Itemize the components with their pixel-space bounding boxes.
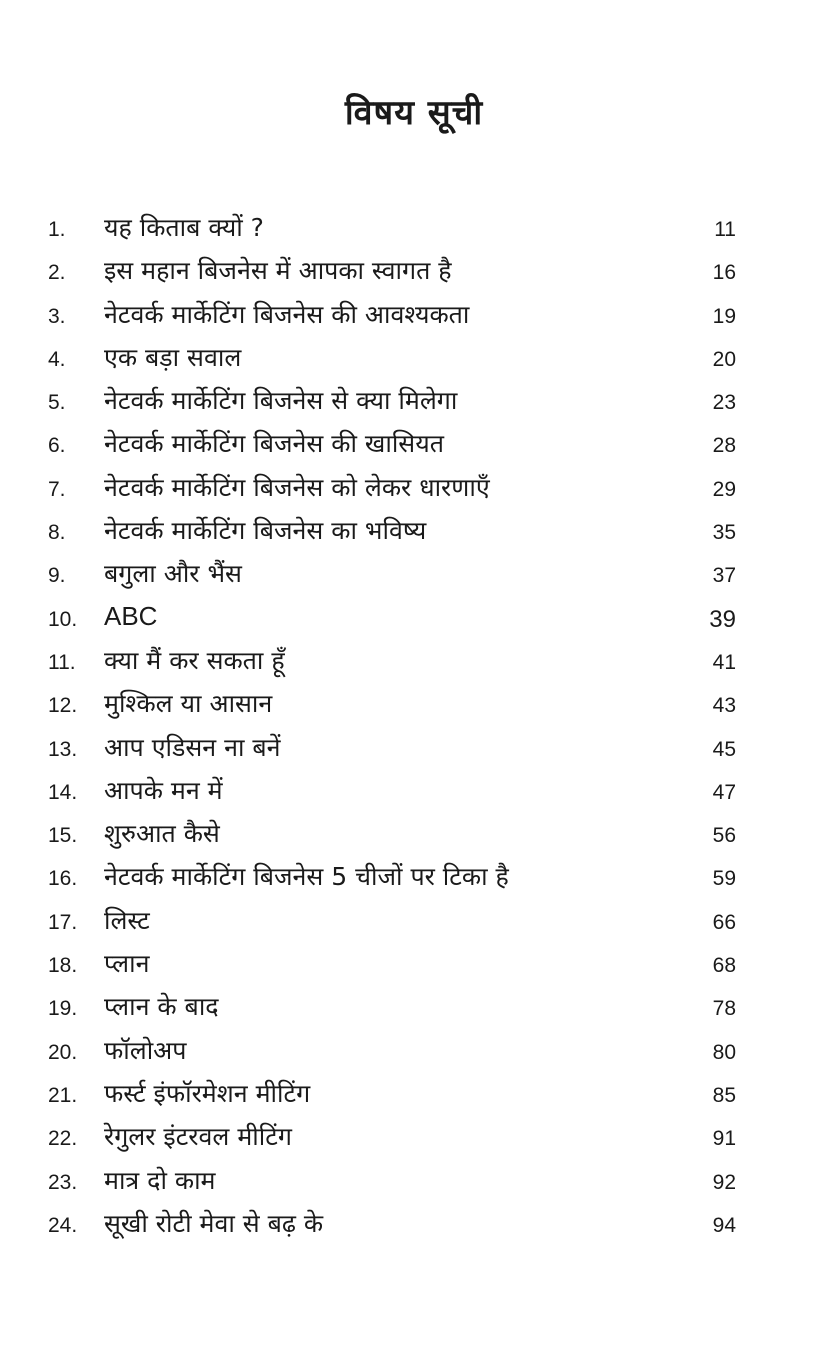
- toc-entry-number: 4.: [48, 347, 66, 371]
- toc-entry-number: 18.: [48, 954, 78, 978]
- toc-entry-page-number: 45: [712, 737, 736, 761]
- toc-entry: [0, 726, 828, 769]
- toc-entry-number: 9.: [48, 564, 66, 588]
- toc-entry-title: यह किताब क्यों ?: [104, 213, 264, 242]
- table-of-contents: [0, 206, 828, 1245]
- toc-entry-page-number: 29: [712, 477, 736, 501]
- toc-entry-number: 19.: [48, 997, 78, 1021]
- toc-entry-title: रेगुलर इंटरवल मीटिंग: [104, 1122, 292, 1152]
- toc-entry-number: 14.: [48, 780, 78, 804]
- toc-entry: [0, 1202, 828, 1245]
- toc-entry-page-number: 28: [712, 434, 736, 458]
- toc-entry-number: 8.: [48, 521, 66, 545]
- toc-entry-title: नेटवर्क मार्केटिंग बिजनेस का भविष्य: [104, 516, 427, 546]
- toc-entry-number: 10.: [48, 607, 78, 631]
- toc-entry-page-number: 19: [712, 304, 736, 328]
- toc-entry-page-number: 94: [712, 1213, 736, 1237]
- toc-entry-page-number: 41: [712, 650, 736, 674]
- toc-entry-number: 6.: [48, 434, 66, 458]
- toc-entry-page-number: 39: [709, 605, 736, 633]
- toc-entry-page-number: 80: [712, 1040, 736, 1064]
- toc-entry-number: 24.: [48, 1213, 78, 1237]
- toc-entry-title: आप एडिसन ना बनें: [104, 732, 281, 762]
- toc-entry-page-number: 91: [712, 1127, 736, 1151]
- toc-entry: [0, 899, 828, 942]
- toc-entry: [0, 379, 828, 422]
- toc-entry-title: प्लान के बाद: [104, 992, 219, 1022]
- toc-entry-title: ABC: [104, 600, 158, 631]
- toc-entry-number: 1.: [48, 218, 66, 241]
- toc-entry-page-number: 92: [712, 1170, 736, 1194]
- toc-entry-page-number: 47: [712, 780, 736, 804]
- toc-entry-page-number: 68: [712, 954, 736, 978]
- toc-entry-title: मुश्किल या आसान: [104, 689, 273, 719]
- toc-entry-page-number: 37: [712, 564, 736, 588]
- toc-entry: [0, 942, 828, 985]
- toc-entry-number: 23.: [48, 1170, 78, 1194]
- toc-entry-page-number: 11: [714, 218, 736, 241]
- toc-entry: [0, 596, 828, 639]
- toc-entry-title: इस महान बिजनेस में आपका स्वागत है: [104, 256, 452, 286]
- toc-entry-title: सूखी रोटी मेवा से बढ़ के: [104, 1208, 324, 1238]
- toc-entry-title: क्या मैं कर सकता हूँ: [104, 645, 285, 675]
- toc-entry-page-number: 23: [712, 391, 736, 415]
- toc-entry: [0, 639, 828, 682]
- toc-entry: [0, 1072, 828, 1115]
- toc-entry-number: 2.: [48, 261, 66, 285]
- toc-entry-title: शुरुआत कैसे: [104, 819, 220, 849]
- toc-entry-title: प्लान: [104, 949, 150, 979]
- toc-entry-title: नेटवर्क मार्केटिंग बिजनेस से क्या मिलेगा: [104, 386, 458, 416]
- toc-entry-number: 3.: [48, 304, 66, 328]
- toc-entry-number: 22.: [48, 1127, 78, 1151]
- toc-entry-title: लिस्ट: [104, 905, 150, 935]
- toc-entry: [0, 682, 828, 725]
- toc-entry-number: 13.: [48, 737, 78, 761]
- toc-entry-title: नेटवर्क मार्केटिंग बिजनेस को लेकर धारणाएँ: [104, 472, 490, 502]
- toc-entry-number: 7.: [48, 477, 66, 501]
- toc-entry-number: 11.: [48, 650, 76, 674]
- toc-entry-title: फर्स्ट इंफॉरमेशन मीटिंग: [104, 1078, 311, 1108]
- toc-entry: [0, 509, 828, 552]
- toc-entry: [0, 1115, 828, 1158]
- toc-entry-number: 17.: [48, 910, 78, 934]
- toc-entry-title: एक बड़ा सवाल: [104, 342, 242, 372]
- toc-entry-title: नेटवर्क मार्केटिंग बिजनेस की खासियत: [104, 429, 444, 459]
- toc-entry-page-number: 35: [712, 521, 736, 545]
- toc-entry-number: 21.: [48, 1083, 78, 1107]
- toc-entry-page-number: 56: [712, 824, 736, 848]
- toc-entry: [0, 769, 828, 812]
- toc-entry: [0, 812, 828, 855]
- toc-entry: [0, 249, 828, 292]
- toc-entry-number: 15.: [48, 824, 78, 848]
- toc-entry: [0, 1159, 828, 1202]
- toc-entry: [0, 552, 828, 595]
- toc-entry-page-number: 85: [712, 1083, 736, 1107]
- toc-entry: [0, 422, 828, 465]
- toc-entry-number: 5.: [48, 391, 66, 415]
- toc-entry-page-number: 59: [712, 867, 736, 891]
- toc-entry-page-number: 78: [712, 997, 736, 1021]
- toc-entry: [0, 855, 828, 898]
- toc-entry: [0, 293, 828, 336]
- toc-entry-title: मात्र दो काम: [104, 1165, 216, 1195]
- toc-entry-page-number: 20: [712, 347, 736, 371]
- toc-entry: [0, 985, 828, 1028]
- toc-entry-page-number: 43: [712, 694, 736, 718]
- toc-entry-page-number: 16: [712, 261, 736, 285]
- toc-entry: [0, 1029, 828, 1072]
- toc-entry-number: 20.: [48, 1040, 78, 1064]
- toc-entry-title: आपके मन में: [104, 775, 223, 805]
- toc-entry-number: 12.: [48, 694, 78, 718]
- toc-entry: [0, 336, 828, 379]
- toc-entry-title: नेटवर्क मार्केटिंग बिजनेस 5 चीजों पर टिका है: [104, 862, 509, 892]
- toc-entry-title: बगुला और भैंस: [104, 559, 242, 589]
- toc-entry-title: फॉलोअप: [104, 1035, 187, 1065]
- toc-entry: [0, 206, 828, 249]
- toc-entry-number: 16.: [48, 867, 78, 891]
- toc-entry: [0, 466, 828, 509]
- page-title: विषय सूची: [344, 93, 484, 133]
- toc-entry-page-number: 66: [712, 910, 736, 934]
- toc-entry-title: नेटवर्क मार्केटिंग बिजनेस की आवश्यकता: [104, 299, 470, 329]
